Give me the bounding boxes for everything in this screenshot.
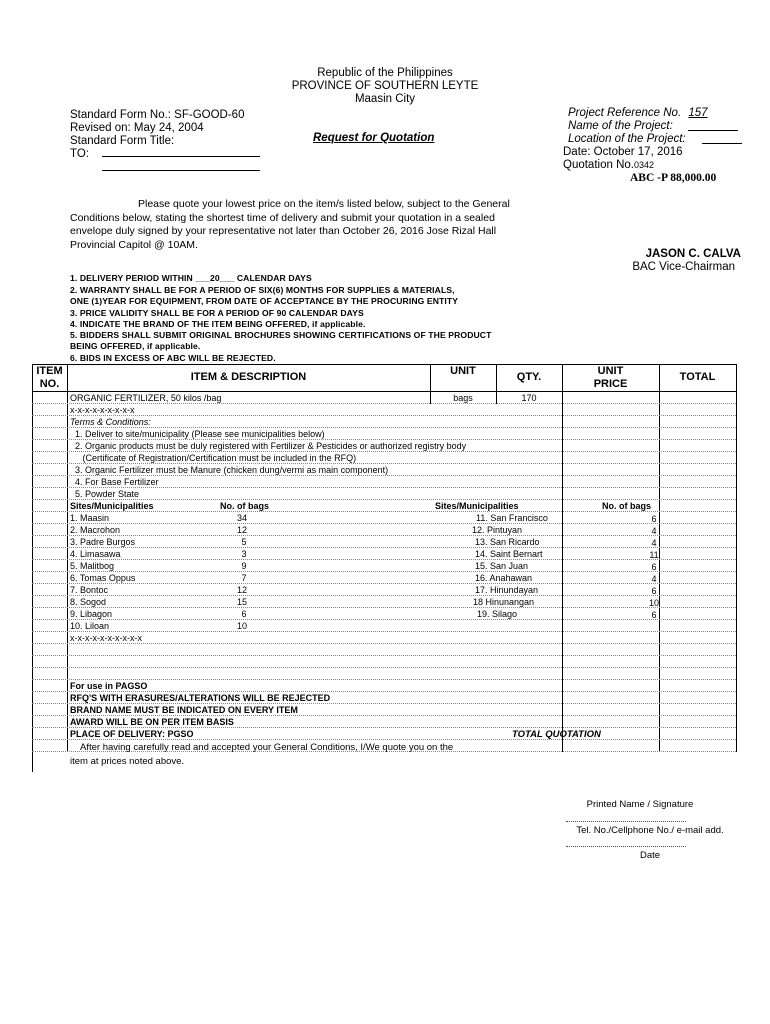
project-name-field[interactable] bbox=[688, 130, 738, 131]
site-left-2: 2. Macrohon bbox=[70, 525, 121, 535]
date-field-line[interactable] bbox=[566, 846, 686, 847]
site-right-12: 12. Pintuyan bbox=[472, 525, 523, 535]
standard-form-title-label: Standard Form Title: bbox=[70, 135, 175, 147]
province-heading: PROVINCE OF SOUTHERN LEYTE bbox=[291, 80, 479, 92]
header-total: TOTAL bbox=[679, 371, 716, 383]
sites-end-separator: x-x-x-x-x-x-x-x-x-x bbox=[70, 633, 142, 643]
signatory-title: BAC Vice-Chairman bbox=[632, 261, 735, 273]
site-right-14: 14. Saint Bernart bbox=[475, 549, 543, 559]
site-right-15: 15. San Juan bbox=[475, 561, 529, 571]
acceptance-line-2: item at prices noted above. bbox=[70, 756, 185, 767]
site-left-6: 6. Tomas Oppus bbox=[70, 573, 136, 583]
item-unit: bags bbox=[453, 393, 473, 403]
bags-header-right: No. of bags bbox=[602, 501, 651, 511]
condition-5b: BEING OFFERED, if applicable. bbox=[70, 341, 201, 351]
bags-right-14: 11 bbox=[649, 550, 659, 560]
bags-header-left: No. of bags bbox=[220, 501, 269, 511]
form-title: Request for Quotation bbox=[313, 132, 435, 144]
bags-left-8: 15 bbox=[236, 597, 247, 607]
date-label: Date bbox=[639, 850, 661, 861]
standard-form-no: Standard Form No.: SF-GOOD-60 bbox=[70, 109, 245, 121]
col-divider-item bbox=[67, 364, 68, 752]
bags-left-5: 9 bbox=[241, 561, 247, 571]
sites-header-right: Sites/Municipalities bbox=[435, 501, 519, 511]
note-place-of-delivery: PLACE OF DELIVERY: PGSO bbox=[70, 729, 194, 739]
item-description: ORGANIC FERTILIZER, 50 kilos /bag bbox=[70, 393, 222, 403]
to-field-line-1[interactable] bbox=[102, 156, 260, 157]
terms-line-3: 3. Organic Fertilizer must be Manure (chicken dung/vermi as main component) bbox=[75, 465, 389, 475]
header-item-no-2: NO. bbox=[39, 378, 60, 390]
bags-right-12: 4 bbox=[651, 526, 657, 536]
note-brand: BRAND NAME MUST BE INDICATED ON EVERY ITEM bbox=[70, 705, 298, 715]
project-reference-label: Project Reference No. bbox=[568, 107, 682, 119]
to-label: TO: bbox=[70, 148, 89, 160]
site-right-11: 11. San Francisco bbox=[476, 513, 548, 523]
table-left-border bbox=[32, 364, 33, 772]
project-location-label: Location of the Project: bbox=[568, 133, 686, 145]
site-left-1: 1. Maasin bbox=[70, 513, 110, 523]
country-heading: Republic of the Philippines bbox=[317, 67, 453, 79]
signatory-name: JASON C. CALVA bbox=[645, 248, 741, 260]
condition-5: 5. BIDDERS SHALL SUBMIT ORIGINAL BROCHURES SHOWING CERTIFICATIONS OF THE PRODUCT bbox=[70, 330, 492, 340]
bags-left-9: 6 bbox=[241, 609, 247, 619]
abc-amount: ABC -P 88,000.00 bbox=[630, 172, 717, 184]
bags-left-3: 5 bbox=[241, 537, 247, 547]
instructions-paragraph: Please quote your lowest price on the item/s listed below, subject to the General Conditions below, stating the shortest time of delivery and submit your quotation in a sealed envelope duly signed by your representative not later than October 26, 2016 Jose Rizal Hall Provincial Capitol @ 10AM. bbox=[70, 198, 510, 251]
site-left-5: 5. Malitbog bbox=[70, 561, 115, 571]
site-right-18: 18 Hinunangan bbox=[473, 597, 535, 607]
project-reference bbox=[568, 107, 708, 119]
terms-line-5: 5. Powder State bbox=[75, 489, 140, 499]
acceptance-line-1: After having carefully read and accepted your General Conditions, I/We quote you on the bbox=[80, 742, 454, 753]
bags-right-17: 6 bbox=[651, 586, 657, 596]
bags-right-19: 6 bbox=[651, 610, 657, 620]
note-pagso: For use in PAGSO bbox=[70, 681, 148, 691]
terms-line-1: 1. Deliver to site/municipality (Please see municipalities below) bbox=[75, 429, 325, 439]
quotation-value: 0342 bbox=[633, 160, 654, 170]
project-name-label: Name of the Project: bbox=[568, 120, 673, 132]
condition-2: 2. WARRANTY SHALL BE FOR A PERIOD OF SIX(6) MONTHS FOR SUPPLIES & MATERIALS, bbox=[70, 285, 455, 295]
terms-line-2b: (Certificate of Registration/Certification must be included in the RFQ) bbox=[75, 453, 357, 463]
note-award: AWARD WILL BE ON PER ITEM BASIS bbox=[70, 717, 234, 727]
header-unit-price-2: PRICE bbox=[593, 378, 628, 390]
contact-field-line[interactable] bbox=[566, 821, 686, 822]
bags-right-11: 6 bbox=[651, 514, 657, 524]
bags-left-7: 12 bbox=[236, 585, 247, 595]
col-divider-qty bbox=[562, 364, 563, 752]
terms-line-2: 2. Organic products must be duly registered with Fertilizer & Pesticides or authorized registry body bbox=[75, 441, 467, 451]
quotation-number bbox=[563, 159, 654, 171]
item-qty: 170 bbox=[521, 393, 537, 403]
bags-left-4: 3 bbox=[241, 549, 247, 559]
bags-left-10: 10 bbox=[236, 621, 247, 631]
project-location-field[interactable] bbox=[702, 143, 742, 144]
quotation-label: Quotation No. bbox=[563, 159, 634, 171]
site-left-3: 3. Padre Burgos bbox=[70, 537, 136, 547]
header-unit-price-1: UNIT bbox=[597, 365, 624, 377]
header-unit: UNIT bbox=[450, 365, 476, 377]
bags-right-16: 4 bbox=[651, 574, 657, 584]
bags-right-15: 6 bbox=[651, 562, 657, 572]
site-right-19: 19. Silago bbox=[477, 609, 518, 619]
header-qty: QTY. bbox=[516, 371, 542, 383]
project-reference-value: 157 bbox=[688, 107, 708, 119]
condition-4: 4. INDICATE THE BRAND OF THE ITEM BEING OFFERED, if applicable. bbox=[70, 319, 366, 329]
sites-header-left: Sites/Municipalities bbox=[70, 501, 154, 511]
site-right-16: 16. Anahawan bbox=[475, 573, 533, 583]
to-field-line-2[interactable] bbox=[102, 170, 260, 171]
site-right-17: 17. Hinundayan bbox=[475, 585, 539, 595]
site-left-4: 4. Limasawa bbox=[70, 549, 121, 559]
header-description: ITEM & DESCRIPTION bbox=[190, 371, 307, 383]
project-date: Date: October 17, 2016 bbox=[563, 146, 683, 158]
total-quotation-label: TOTAL QUOTATION bbox=[512, 729, 601, 740]
site-left-7: 7. Bontoc bbox=[70, 585, 109, 595]
revised-on: Revised on: May 24, 2004 bbox=[70, 122, 204, 134]
header-item-no-1: ITEM bbox=[36, 365, 63, 377]
city-heading: Maasin City bbox=[354, 93, 416, 105]
table-header-bottom bbox=[32, 391, 736, 392]
bags-left-2: 12 bbox=[236, 525, 247, 535]
table-right-border bbox=[736, 364, 737, 752]
note-erasures: RFQ'S WITH ERASURES/ALTERATIONS WILL BE REJECTED bbox=[70, 693, 331, 703]
site-left-9: 9. Libagon bbox=[70, 609, 113, 619]
contact-label: Tel. No./Cellphone No./ e-mail add. bbox=[576, 825, 724, 836]
terms-line-4: 4. For Base Fertilizer bbox=[75, 477, 159, 487]
site-right-13: 13. San Ricardo bbox=[475, 537, 540, 547]
item-separator: x-x-x-x-x-x-x-x-x bbox=[70, 405, 135, 415]
condition-2b: ONE (1)YEAR FOR EQUIPMENT, FROM DATE OF ACCEPTANCE BY THE PROCURING ENTITY bbox=[70, 296, 459, 306]
condition-1: 1. DELIVERY PERIOD WITHIN ___20___ CALENDAR DAYS bbox=[70, 273, 312, 283]
site-left-10: 10. Liloan bbox=[70, 621, 110, 631]
bags-left-1: 34 bbox=[236, 513, 247, 523]
printed-name-label: Printed Name / Signature bbox=[586, 799, 694, 810]
site-left-8: 8. Sogod bbox=[70, 597, 107, 607]
condition-6: 6. BIDS IN EXCESS OF ABC WILL BE REJECTED. bbox=[70, 353, 276, 363]
bags-right-13: 4 bbox=[651, 538, 657, 548]
bags-right-18: 10 bbox=[648, 598, 659, 608]
terms-heading: Terms & Conditions: bbox=[70, 417, 151, 427]
condition-3: 3. PRICE VALIDITY SHALL BE FOR A PERIOD OF 90 CALENDAR DAYS bbox=[70, 308, 364, 318]
bags-left-6: 7 bbox=[241, 573, 247, 583]
